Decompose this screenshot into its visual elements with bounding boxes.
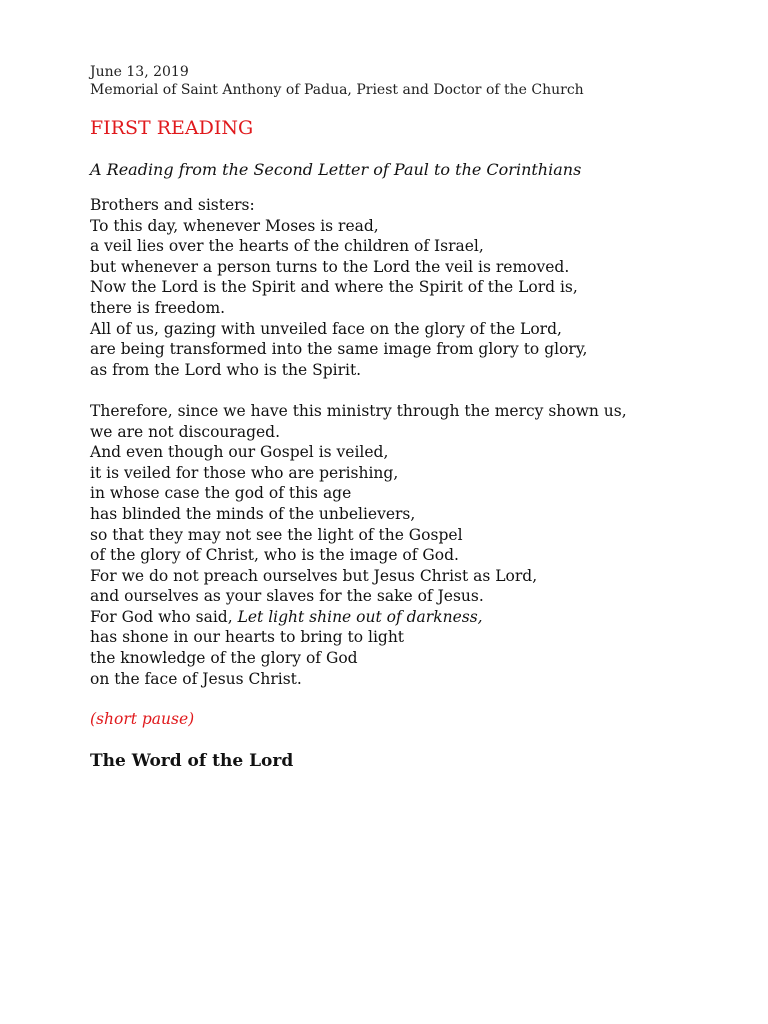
- text-line: on the face of Jesus Christ.: [90, 669, 302, 688]
- document-header: [90, 63, 584, 99]
- text-line: so that they may not see the light of the Gospel: [90, 525, 463, 544]
- pause-instruction: (short pause): [90, 710, 195, 728]
- text-line: For we do not preach ourselves but Jesus Christ as Lord,: [90, 566, 538, 585]
- text-line: Brothers and sisters:: [90, 196, 255, 214]
- section-title: FIRST READING: [90, 117, 254, 139]
- closing-acclamation: The Word of the Lord: [90, 751, 294, 771]
- quote-line-italic: Let light shine out of darkness,: [237, 607, 483, 626]
- memorial-line: Memorial of Saint Anthony of Padua, Priest and Doctor of the Church: [90, 82, 584, 98]
- date-line: June 13, 2019: [90, 64, 189, 80]
- text-line: but whenever a person turns to the Lord the veil is removed.: [90, 257, 570, 276]
- text-line: All of us, gazing with unveiled face on the glory of the Lord,: [90, 319, 562, 338]
- text-line: To this day, whenever Moses is read,: [90, 216, 379, 235]
- stanza-2: [90, 401, 627, 607]
- reading-body: [90, 195, 627, 689]
- text-line: has shone in our hearts to bring to light: [90, 628, 405, 647]
- text-line: we are not discouraged.: [90, 422, 281, 441]
- text-line: And even though our Gospel is veiled,: [90, 443, 389, 462]
- stanza-gap: [90, 380, 627, 401]
- reading-intro: A Reading from the Second Letter of Paul to the Corinthians: [90, 160, 582, 179]
- text-line: Now the Lord is the Spirit and where the Spirit of the Lord is,: [90, 278, 578, 297]
- quote-line: [90, 607, 627, 628]
- quote-line-prefix: For God who said,: [90, 607, 238, 626]
- text-line: as from the Lord who is the Spirit.: [90, 360, 362, 379]
- text-line: a veil lies over the hearts of the children of Israel,: [90, 237, 484, 256]
- text-line: and ourselves as your slaves for the sake of Jesus.: [90, 587, 484, 606]
- text-line: the knowledge of the glory of God: [90, 649, 358, 668]
- text-line: of the glory of Christ, who is the image of God.: [90, 546, 459, 565]
- text-line: Therefore, since we have this ministry through the mercy shown us,: [90, 401, 627, 420]
- text-line: has blinded the minds of the unbelievers,: [90, 504, 416, 523]
- text-line: it is veiled for those who are perishing,: [90, 463, 399, 482]
- stanza-2-continued: [90, 627, 627, 689]
- text-line: there is freedom.: [90, 298, 226, 317]
- stanza-1: [90, 195, 627, 380]
- text-line: are being transformed into the same image from glory to glory,: [90, 340, 588, 359]
- text-line: in whose case the god of this age: [90, 484, 352, 503]
